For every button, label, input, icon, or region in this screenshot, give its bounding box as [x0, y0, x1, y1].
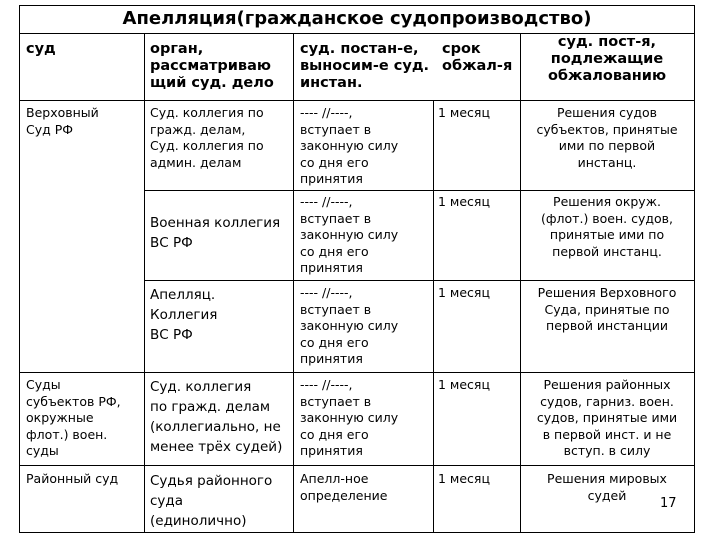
column-divider — [293, 33, 294, 533]
header-court: суд — [26, 41, 56, 57]
cell-acts: ---- //----, вступает в законную силу со дня его принятия — [300, 194, 399, 275]
cell-body: Суд. коллегия по гражд. делам, Суд. коллегия по админ. делам — [150, 105, 264, 170]
cell-term: 1 месяц — [438, 285, 490, 300]
cell-acts: ---- //----, вступает в законную силу со дня его принятия — [300, 377, 399, 458]
cell-court: Суды субъектов РФ, окружные флот.) воен. суды — [26, 377, 121, 458]
column-divider — [144, 33, 145, 533]
header-term: срок обжал-я — [442, 41, 513, 74]
cell-body: Военная коллегия ВС РФ — [150, 215, 281, 251]
cell-court: Верховный Суд РФ — [26, 105, 99, 137]
row-divider — [144, 280, 695, 281]
cell-court: Районный суд — [26, 471, 119, 486]
cell-acts: ---- //----, вступает в законную силу со дня его принятия — [300, 105, 399, 186]
page-title: Апелляция(гражданское судопроизводство) — [122, 8, 592, 29]
row-divider — [19, 372, 695, 373]
cell-body: Апелляц. Коллегия ВС РФ — [150, 287, 218, 343]
row-divider — [19, 465, 695, 466]
row-divider — [19, 100, 695, 101]
cell-appealed: Решения мировых судей — [547, 471, 667, 503]
header-appealed: суд. пост-я, подлежащие обжалованию — [547, 34, 667, 84]
cell-term: 1 месяц — [438, 377, 490, 392]
cell-term: 1 месяц — [438, 194, 490, 209]
cell-appealed: Решения районных судов, гарниз. воен. судов, принятые ими в первой инст. и не вступ. в силу — [536, 377, 678, 458]
cell-appealed: Решения окруж. (флот.) воен. судов, принятые ими по первой инстанц. — [540, 194, 674, 259]
cell-body: Судья районного суда (единолично) — [150, 473, 273, 529]
row-divider — [144, 190, 695, 191]
cell-body: Суд. коллегия по гражд. делам (коллегиально, не менее трёх судей) — [150, 379, 283, 455]
header-body: орган, рассматриваю щий суд. дело — [150, 41, 274, 91]
cell-appealed: Решения Верховного Суда, принятые по первой инстанции — [537, 285, 677, 333]
cell-term: 1 месяц — [438, 471, 490, 486]
cell-acts: ---- //----, вступает в законную силу со дня его принятия — [300, 285, 399, 366]
page-number: 17 — [660, 496, 677, 511]
header-acts: суд. постан-е, выносим-е суд. инстан. — [300, 41, 430, 91]
cell-appealed: Решения судов субъектов, принятые ими по первой инстанц. — [536, 105, 678, 170]
cell-term: 1 месяц — [438, 105, 490, 120]
cell-acts: Апелл-ное определение — [300, 471, 388, 503]
